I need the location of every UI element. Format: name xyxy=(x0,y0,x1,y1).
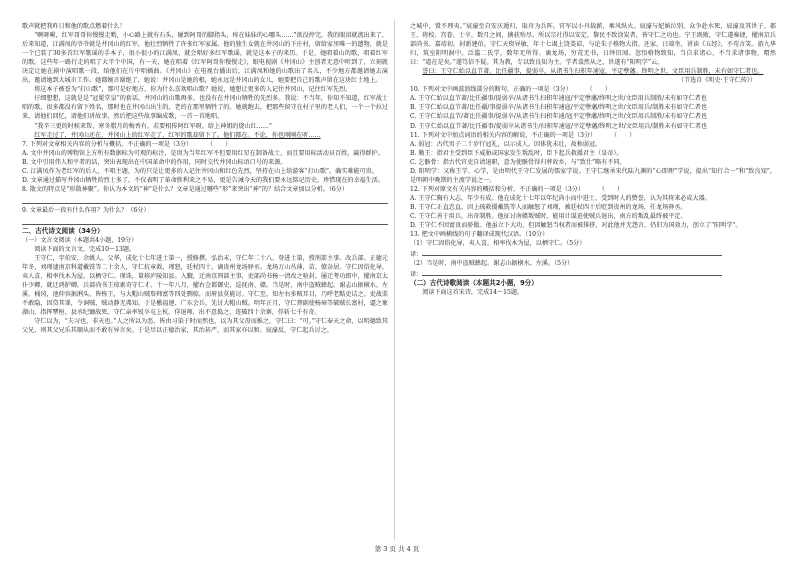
question-7 xyxy=(22,140,388,149)
classical-text-para-2: 守仁以为，“夫习也，非天也。”人之所以为恶，皆由习染于时而然也，以为其父母而推之，守仁曰：“可。”守仁奉天之命，以明德致其父兄，则其父兄乐其顺从而不敢有异言矣。于是尽以正德治家，其治甚严，而其家亦以和。宸濠反，守仁起兵讨之。 xyxy=(22,318,388,335)
q11-option-c: C. 乞骸骨：指古代官吏自请退职，意为使骸骨得归葬故乡，与“致仕”略有不同。 xyxy=(410,158,626,166)
q12-option-c: C. 王守仁善于用兵，出奇制胜。他征讨南赣叛贼时，能用计谋迫使贼兵退出，南方的叛乱最终被平定。 xyxy=(410,212,687,220)
question-13: 13. 把文中画横线的句子翻译成现代汉语。（10分） xyxy=(410,231,549,239)
left-para-4: 仔细想想，这就是是“冠冕堂皇”的套话，井冈山的山歌再多，也没有在井冈山牺牲的先烈多。我说：不当年，你知不知道，红军战士唱的歌，很多都没有留下姓名，那时也在井冈山出生的，老的在那里牺牲了的。她就跑去，把那些留守在村子里的老人们，一个一个拉过来，请他们回忆，请他们讲故事，然后把这些故事编成歌，一首一首地唱。 xyxy=(22,95,388,121)
answer-paren: （ ） xyxy=(586,86,611,94)
q12-option-a: A. 王守仁胸有大志，年少有成。他在成化十七年以年纪尚小而中进士，受到时人的赞誉，认为其将来必成大器。 xyxy=(410,194,711,202)
classical-text-para-1: 王守仁，字伯安，余姚人。父华，成化十七年进士第一，授修撰。弘治末，守仁年二十八，登进士第，授刑部主事。改兵部。正德元年冬，刘瑾逮南京科道戴铣等二十余人，守仁抗章救，瑾怒，廷杖四十，谪贵州龙场驿丞。龙场万山丛薄，苗、僚杂居。守仁因俗化导，夷人喜，相率伐木为屋，以栖守仁。瑾诛，量移庐陵知县。入觐，迁南京刑部主事，吏部尚书杨一清改之验封。屡迁考功郎中，擢南京太仆少卿，就迁鸿胪卿。兵部尚书王琼素奇守仁才。十一年八月，擢右佥都御史，巡抚南、赣。当是时，南中盗贼蜂起。谢志山据横水、左溪、桶冈，池仲容据浰头，皆称王，与大帽山贼詹师富等四处剽掠，而府县莫能讨。守仁至，知左右多贼耳目，乃呼老黠吏诘之。吏战栗不敢隐，因贷其罪，令诇贼，贼动静无弗知。于是檄福建、广东会兵，先讨大帽山贼。明年正月，守仁督副使杨璋等破贼长富村，逼之象湖山，指挥覃桓、县丞纪镛战死。守仁亲率锐卒屯上杭。佯退师，出不意捣之，连破四十余寨，俘斩七千有奇。 xyxy=(22,255,388,317)
q7-option-c: C. 江满凤作为老红军的后人，不唱主题，为的只是让更多的人记住井冈山和红色先烈，坚持在山上给游客“打山歌”，确实难能可贵。 xyxy=(22,167,378,175)
q11-option-d: D. 阳明学：又称王学、心学，是由明代王守仁发展的儒家学说。王守仁继承宋代陆九渊的“心即理”学说，提出“知行合一”和“致良知”，是明朝中晚期的主流学说之一。 xyxy=(410,167,776,184)
question-12 xyxy=(410,185,776,194)
q12-option-d: D. 王守仁不因富贵而骄傲。他虽立下大功，但因触怒当权者而被排挤，对此他并无怨言，仍旧为国效力，创立了“阳明学”。 xyxy=(410,222,742,230)
q7-option-a: A. 文中井冈山的博物馆上方所有数据标为可观的标注，是因为当年红军不但要用红星在制备战士，而且要用标活动员百姓，赢得群护。 xyxy=(22,149,384,157)
page-footer: 第 3 页 共 4 页 xyxy=(374,545,420,553)
translation-label: 译： xyxy=(410,251,423,259)
q10-option-b: B. 王守仁始以直节著/比任疆/事提弱卒/从诸书生扫积年逋寇/平定孽藩/终明之世/文臣用兵/制胜未有如守仁者也 xyxy=(410,104,707,112)
translation-input[interactable] xyxy=(422,268,722,276)
question-10 xyxy=(410,85,776,94)
poetry-instruction: 阅读下面这首宋诗，完成14～15题。 xyxy=(422,289,524,297)
section-ancient-poetry-title: 二、古代诗文阅读（34分） xyxy=(22,226,104,235)
classical-text-para-3: 之城中，置不理夷。”宸濠至自安庆遁归，取舟为兵阵。官军以小舟载薪，乘风纵火。宸濠与妃嫔泣别，众争赴水死，宸濠及其世子、郡王、将校、宫眷、士卒，数月之间，擒获殆尽。所以宗社得以安定，黎民不致涂炭者，皆守仁之功也。宁王既败，守仁遂奏捷，擢南京兵部尚书。嘉靖初，封新建伯。守仁天资异敏，年十七谒上饶娄谅，与论朱子格物大指。还家，日端坐，讲读《五经》，不苟言笑。游九华归，筑室阳明洞中。泛滥二氏学，数年无所得。谪龙场，穷荒无书，日绎旧闻。忽悟格物致知，当自求诸心，不当求诸事物，喟然曰：“道在是矣。”遂笃信不疑。其为教，专以致良知为主。学者翕然从之，世遂有“阳明学”云。 xyxy=(410,23,776,67)
translation-row-1 xyxy=(410,248,776,259)
q10-option-d: D. 王守仁始以直节著/比任疆事/提弱卒从诸书生/扫积年逋寇/平定孽藩/终明之世/文臣用兵/制胜未有如守仁者也 xyxy=(410,122,708,130)
q12-option-b: B. 王守仁正直忠直，因上疏救援戴铣等人而触怒了刘瑾，被廷杖四十后贬到贵州的龙场，任龙场驿丞。 xyxy=(410,203,687,211)
wavy-underlined-passage: 誉曰：王守仁始以直节著。比任疆事，提弱卒，从诸书生扫积年逋寇，平定孽藩。终明之世，文臣用兵制胜，未有如守仁者也。 xyxy=(422,68,764,76)
q10-option-a: A. 王守仁始以直节著/比任疆事/提弱卒/从诸书生扫积年逋寇/平定孽藩/终明之世/文臣用兵制胜/未有如守仁者也 xyxy=(410,95,707,103)
translation-label: 译： xyxy=(410,271,423,279)
answer-line[interactable] xyxy=(22,195,388,204)
text-source: （节选自《明史·王守仁传》） xyxy=(677,77,756,85)
translation-row-2 xyxy=(410,268,776,279)
question-11 xyxy=(410,131,776,140)
answer-paren: （ ） xyxy=(206,140,232,148)
left-para-1: 歌声就把我昨日和他的歌点燃着什么！ xyxy=(22,23,126,30)
left-column xyxy=(22,22,388,336)
classical-text-para-4 xyxy=(410,67,776,76)
q7-option-d: D. 文章通过描写井冈山牺牲的烈士多了，不仅表明了革命胜利来之不易，更是告诫今天的我们要永远铭记历史，珍惜现在的幸福生活。 xyxy=(22,176,384,184)
subsection-classical-prose: （一）文言文阅读（本题共4小题，19分） xyxy=(22,236,138,244)
underlined-sentence: 红军走过了，井冈山还在，井冈山上的红军走了，红军的歌却留下了。他们都在。不论，你也刚刚在听…… xyxy=(34,131,321,139)
q7-option-b: B. 文中引用伟人和平者的话，突出表现出在中国革命中的作用，同时交代井冈山标语口号的来源。 xyxy=(22,158,287,166)
q11-option-a: A. 弱冠：古代男子二十岁行冠礼，以示成人，因体犹未壮，故称弱冠。 xyxy=(410,140,602,148)
reading-instruction: 阅读下面的文言文，完成10～13题。 xyxy=(34,246,136,254)
q11-option-b: B. 勤王：指君主受到臣下威胁或国家发生叛乱时，臣下起兵救援君主（皇帝）。 xyxy=(410,149,623,157)
left-para-6 xyxy=(22,131,388,140)
question-9: 9. 文章最后一段有什么作用？为什么？（6分） xyxy=(22,206,150,214)
question-12-stem: 12. 下列对原文有关内容的概括和分析，不正确的一项是（3分） xyxy=(410,185,584,193)
question-10-stem: 10. 下列对文中画波浪线部分的断句，正确的一项是（3分） xyxy=(410,86,572,94)
question-8: 8. 散文的特点是“形散神聚”。你认为本文的“神”是什么？文章是通过哪些“形”来突出“神”的？结合文章加以分析。（6分） xyxy=(22,185,348,193)
answer-paren: （ ） xyxy=(610,131,636,139)
left-para-2: “啊呀嗬，红军哥哥你慢慢走哟，小心路上就有石头，碰到阿哥的脚指头，疼在妹妹的心哪头……”欲没停完，我的眼泪就流出来了，后来知道，江满凤的爷爷就是井冈山的红军，他壮烈牺牲了许多红军家属。他的独生女就在井冈山的下庄村，留给家里唯一的遗物，就是一个已装了30多首红军歌谣的手本子，很小很小的江满凤，就会唱好多红军歌谣，就是这本子的来历。于是，她唱着山的歌，唱着红军的歌。这些年一路行走的唱了大半个中国，有一天，她在唱着《红军阿哥你慢慢走》，眼电视剧《井冈山》主创者无意中听到了，立刻就决定让她在剧中演唱歌一段，给他们在片中唱插曲。《井冈山》在电视台播出后，江满凤和她的山歌出了名儿，不少地方都邀请她去演出，邀请她到大城市工作。她都婉言谢绝了，她说：井冈山是她的根，她永远是井冈山的女儿，她要把自己的歌声留在这块红土地上。 xyxy=(22,32,388,85)
right-column xyxy=(410,22,776,297)
question-11-stem: 11. 下列对文中加点词语的相关内容的解说，不正确的一项是（3分） xyxy=(410,131,597,139)
column-divider xyxy=(394,20,395,540)
subsection-poetry-title: （二）古代诗歌阅读（本题共2小题，9分） xyxy=(410,279,538,288)
q10-option-c: C. 王守仁始以直节/著比任疆事/提弱卒/从诸书生扫积年逋/寇平定孽藩/终明之世/文臣用兵制胜/未有如守仁者也 xyxy=(410,113,707,121)
q13-sentence-1: （1）守仁因俗化导，夷人喜，相率伐木为屋，以栖守仁。（5分） xyxy=(410,240,586,248)
answer-line[interactable] xyxy=(22,216,388,225)
answer-paren: （ ） xyxy=(598,185,624,193)
translation-input[interactable] xyxy=(422,248,722,256)
left-para-3: 将这本子被誉为“打山歌”，那可是好地方，你为什么喜欢唱山歌？她说，她想让更多的人记住井冈山，记住红军先烈。 xyxy=(34,86,352,94)
left-para-5: “我辛三更的时候来帮，寒冬腊月的梅香有。若要相传阿红军呀，给上神姐的烧山红……” xyxy=(34,122,272,130)
q13-sentence-2: （2）当是时，南中盗贼蜂起。谢志山据横水、左溪。（5分） xyxy=(410,260,574,268)
question-7-stem: 7. 下列对文章相关内容的分析与概括，不正确的一项是（3分） xyxy=(22,140,193,148)
